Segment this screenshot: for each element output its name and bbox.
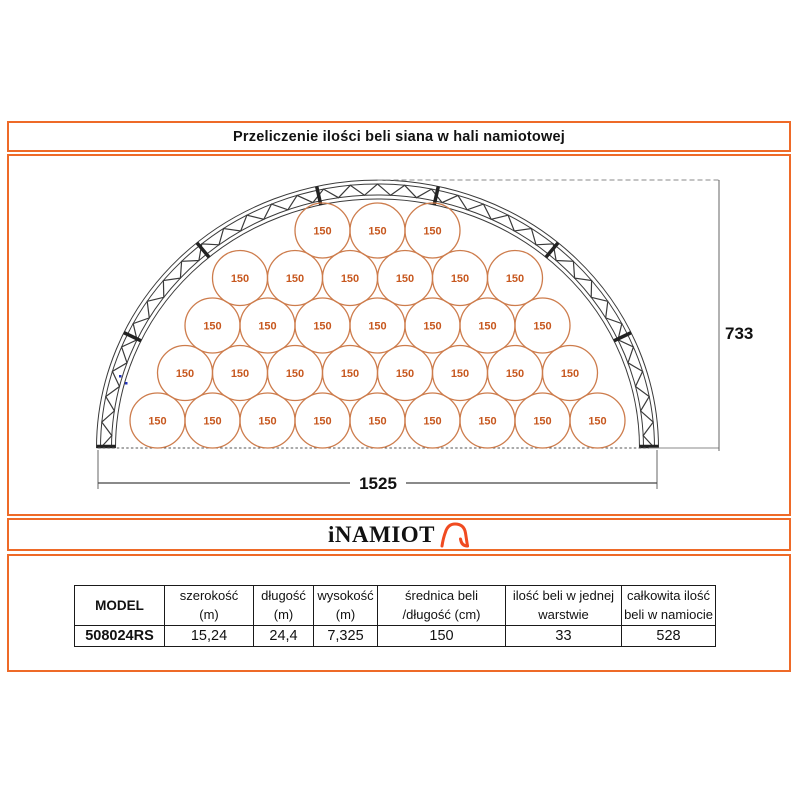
hay-bale-diameter-label: 150	[395, 273, 415, 285]
hay-bale-diameter-label: 150	[313, 225, 332, 238]
logo-bar	[7, 518, 791, 551]
hay-bale-diameter-label: 150	[230, 273, 250, 285]
spec-table	[74, 585, 716, 647]
cell-bales-per-layer: 33	[506, 626, 622, 647]
hay-bale-diameter-label: 150	[505, 273, 525, 285]
col-header-bale-diameter: średnica beli /długość (cm)	[378, 586, 506, 626]
col-header-height: wysokość (m)	[314, 586, 378, 626]
hay-bale-diameter-label: 150	[368, 415, 387, 428]
truss-joint-plate	[434, 186, 438, 205]
truss-joint-plate	[197, 243, 209, 258]
hay-bale-diameter-label: 150	[340, 273, 360, 285]
hay-bale-diameter-label: 150	[423, 225, 442, 238]
hay-bale-diameter-label: 150	[588, 415, 607, 428]
cell-model: 508024RS	[75, 626, 165, 647]
hay-bale-diameter-label: 150	[505, 368, 525, 380]
col-header-length: długość (m)	[254, 586, 314, 626]
table-data-row	[75, 626, 716, 647]
truss-arc	[97, 180, 659, 448]
spec-table-panel	[7, 554, 791, 672]
height-dimension-label: 733	[725, 324, 754, 343]
hay-bale-diameter-label: 150	[313, 320, 332, 333]
cell-width: 15,24	[165, 626, 254, 647]
hay-bale-diameter-label: 150	[258, 415, 277, 428]
col-header-bales-per-layer: ilość beli w jednej warstwie	[506, 586, 622, 626]
hay-bale-diameter-label: 150	[450, 368, 470, 380]
col-header-width: szerokość (m)	[165, 586, 254, 626]
hay-bale-diameter-label: 150	[203, 415, 222, 428]
col-header-total-bales: całkowita ilość beli w namiocie	[622, 586, 716, 626]
hay-bale-dome-diagram	[9, 156, 789, 514]
hay-bale-diameter-label: 150	[450, 273, 470, 285]
hay-bale-diameter-label: 150	[533, 320, 552, 333]
cad-node-marker	[125, 382, 128, 385]
diagram-panel	[7, 154, 791, 516]
hay-bale-diameter-label: 150	[478, 320, 497, 333]
hay-bale-diameter-label: 150	[368, 320, 387, 333]
hay-bale-diameter-label: 150	[285, 368, 305, 380]
cell-length: 24,4	[254, 626, 314, 647]
cell-bale-diameter: 150	[378, 626, 506, 647]
hay-bale-diameter-label: 150	[533, 415, 552, 428]
hay-bale-diameter-label: 150	[423, 320, 442, 333]
col-header-model: MODEL	[75, 586, 165, 626]
width-dimension-label: 1525	[359, 474, 397, 493]
truss-web	[101, 184, 655, 448]
hay-bale-diameter-label: 150	[148, 415, 167, 428]
hay-bale-diameter-label: 150	[203, 320, 222, 333]
cad-node-marker	[119, 375, 122, 378]
hay-bale-diameter-label: 150	[368, 225, 387, 238]
hay-bale-diameter-label: 150	[478, 415, 497, 428]
truss-joint-plate	[317, 186, 321, 205]
hay-bale-diameter-label: 150	[313, 415, 332, 428]
hay-bale-diameter-label: 150	[560, 368, 580, 380]
hay-bale-diameter-label: 150	[423, 415, 442, 428]
brand-logo-text: iNAMIOT	[328, 521, 435, 547]
truss-joint-plate	[546, 243, 558, 258]
cell-height: 7,325	[314, 626, 378, 647]
table-header-row	[75, 586, 716, 626]
hay-bale-diameter-label: 150	[175, 368, 195, 380]
hay-bale-diameter-label: 150	[395, 368, 415, 380]
hay-bale-diameter-label: 150	[258, 320, 277, 333]
tent-arch-icon	[440, 521, 470, 549]
cell-total-bales: 528	[622, 626, 716, 647]
title-bar	[7, 121, 791, 152]
hay-bale-diameter-label: 150	[230, 368, 250, 380]
page-title: Przeliczenie ilości beli siana w hali namiotowej	[233, 128, 565, 145]
hay-bale-diameter-label: 150	[340, 368, 360, 380]
hay-bale-diameter-label: 150	[285, 273, 305, 285]
truss-arc	[101, 184, 655, 448]
